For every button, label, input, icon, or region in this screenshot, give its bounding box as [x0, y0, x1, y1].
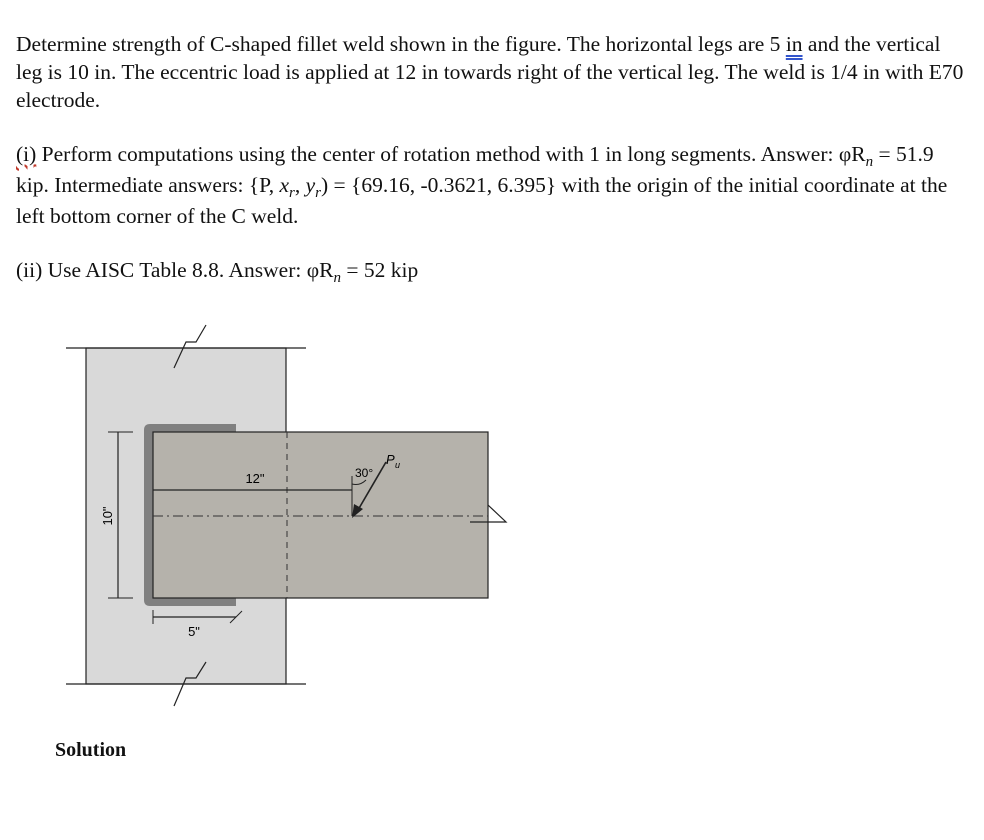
part-i-text-b: = 51.9 kip. Intermediate answers: {P, [16, 142, 934, 197]
eccentricity-dim-label: 12" [245, 471, 265, 486]
part-i-y: y [305, 173, 316, 197]
part-i-x-sub: r [289, 185, 295, 201]
solution-heading: Solution [55, 739, 127, 761]
part-i-sub-n: n [865, 154, 874, 170]
part-i-sep: , [294, 173, 306, 197]
vertical-dim-label: 10" [100, 506, 115, 526]
part-ii-sub-n: n [333, 270, 341, 286]
angle-label: 30° [355, 466, 374, 480]
load-label: P [386, 452, 395, 467]
intro-text-a: Determine strength of C-shaped fillet weld shown in the figure. The horizontal legs are 5 [16, 32, 786, 56]
part-i-y-sub: r [315, 185, 322, 201]
load-label-sub: u [395, 460, 401, 470]
part-i-label: (i) [16, 142, 37, 166]
part-ii-text-a: (ii) Use AISC Table 8.8. Answer: φR [16, 258, 334, 282]
intro-unit-in: in [785, 32, 803, 56]
part-i-text-c: ) = {69.16, -0.3621, 6.395} with the origin of the initial coordinate at the left bottom corner of the C weld. [16, 173, 948, 228]
part-ii-text-b: = 52 kip [340, 258, 419, 282]
bracket-plate [153, 432, 488, 598]
intro-text-b: and the vertical leg is 10 in. The eccentric load is applied at 12 in towards right of the vertical leg. The weld is 1/4 in with E70 electrode. [16, 32, 964, 112]
part-i-text-a: Perform computations using the center of rotation method with 1 in long segments. Answer: φR [36, 142, 866, 166]
part-i-x: x [279, 173, 290, 197]
horizontal-dim-label: 5" [188, 624, 200, 639]
